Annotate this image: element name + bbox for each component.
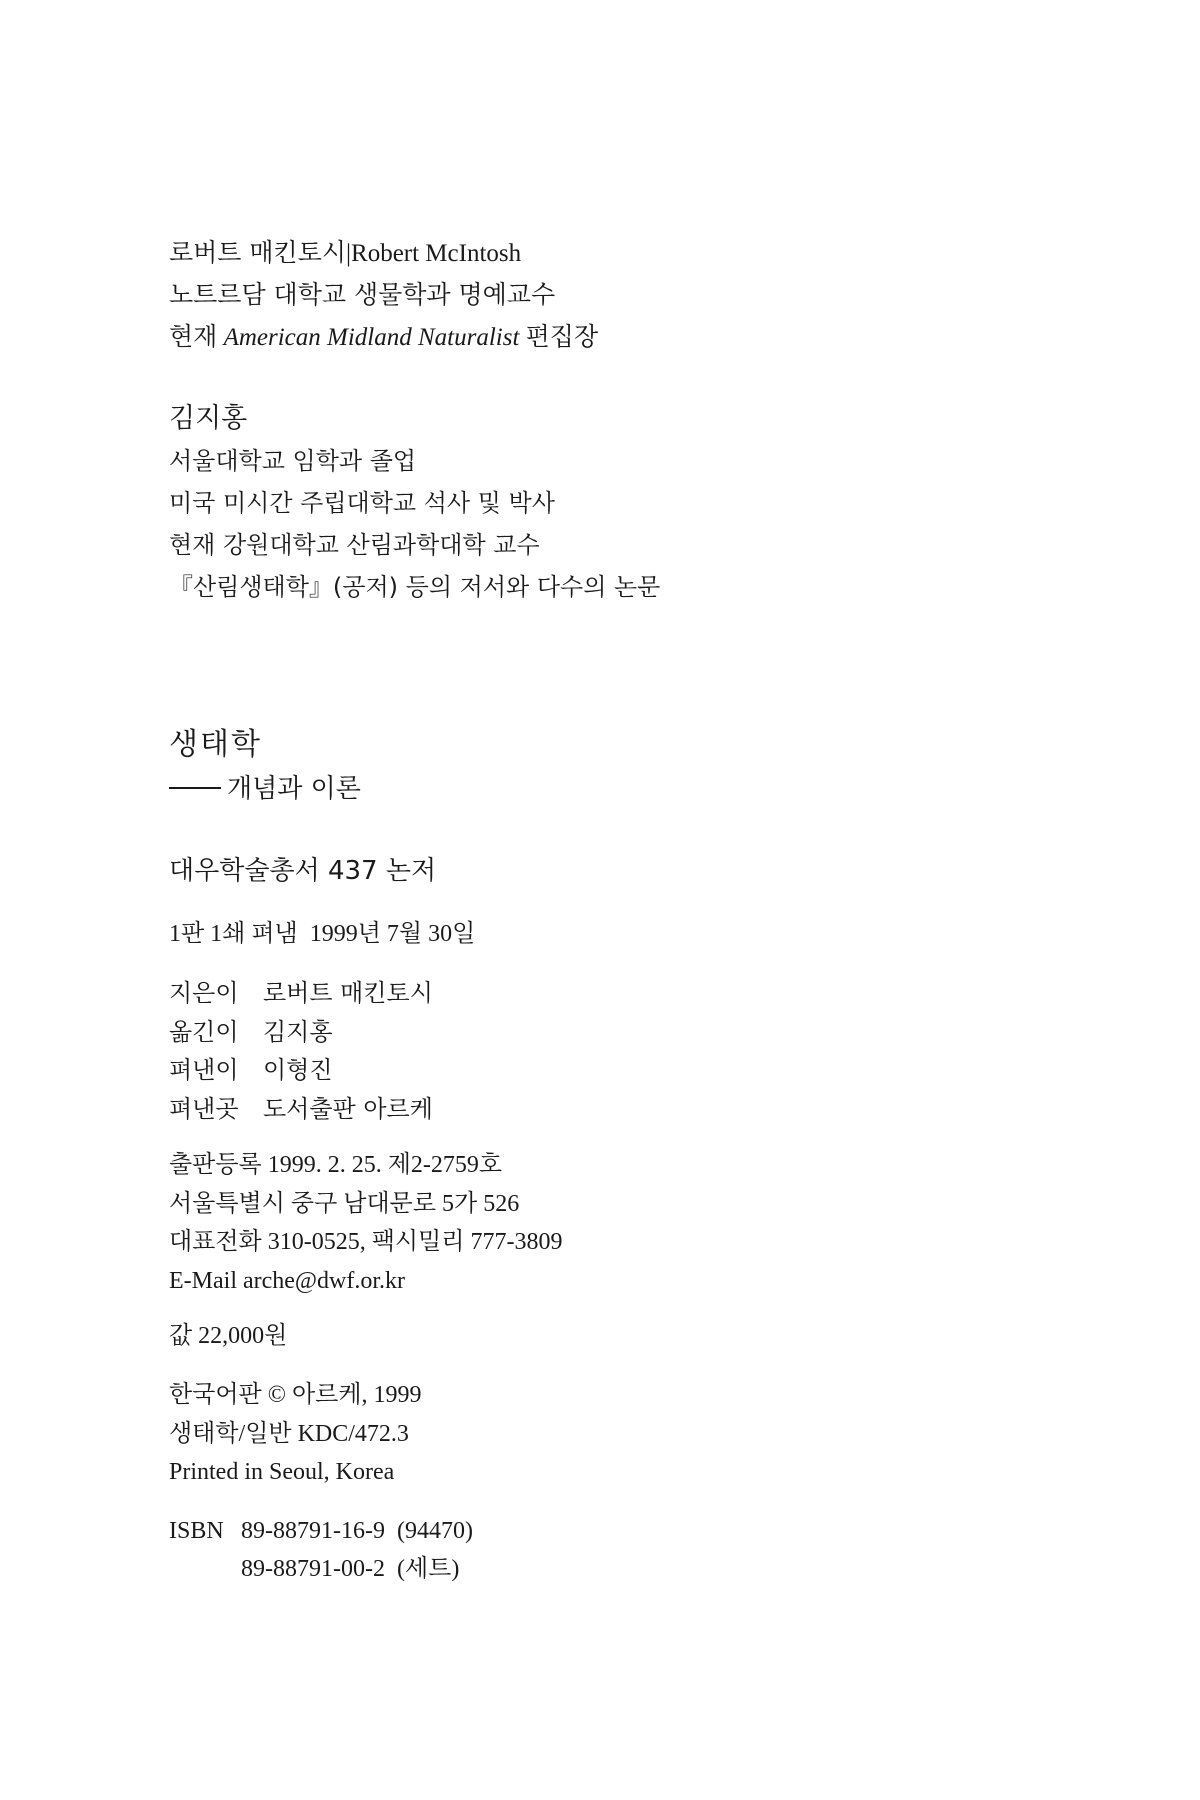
credit-value: 도서출판 아르케 <box>263 1094 433 1123</box>
author-current-position <box>169 316 598 358</box>
credit-row <box>169 1013 433 1052</box>
journal-name: American Midland Naturalist <box>223 324 520 351</box>
credit-label: 펴낸곳 <box>169 1094 239 1123</box>
credit-row <box>169 1051 433 1090</box>
author-name-korean: 로버트 매킨토시 <box>169 238 346 267</box>
translator-info <box>169 398 660 608</box>
book-title-block <box>169 722 361 810</box>
author-affiliation: 노트르담 대학교 생물학과 명예교수 <box>169 280 556 309</box>
credit-label: 지은이 <box>169 979 239 1007</box>
isbn-label: ISBN <box>169 1518 224 1544</box>
publisher-info <box>169 1146 562 1300</box>
registration-line: 출판등록 1999. 2. 25. 제2-2759호 <box>169 1152 503 1178</box>
isbn-set-line <box>169 1550 473 1588</box>
address-line: 서울특별시 중구 남대문로 5가 526 <box>169 1190 520 1217</box>
price-block <box>169 1316 287 1356</box>
phone-fax-line: 대표전화 310-0525, 팩시밀리 777-3809 <box>169 1229 563 1255</box>
credit-label: 옮긴이 <box>169 1017 239 1046</box>
credits-list <box>169 974 433 1128</box>
credit-value: 이형진 <box>263 1056 333 1084</box>
em-dash <box>169 787 221 789</box>
book-subtitle: 개념과 이론 <box>227 774 361 804</box>
printed-in-line: Printed in Seoul, Korea <box>169 1459 395 1485</box>
credit-label: 펴낸이 <box>169 1056 239 1084</box>
copyright-notice: 한국어판 © 아르케, 1999 <box>169 1382 422 1408</box>
translator-bio-line: 미국 미시간 주립대학교 석사 및 박사 <box>169 489 555 517</box>
edition-date: 1판 1쇄 펴냄 1999년 7월 30일 <box>169 921 476 947</box>
price: 값 22,000원 <box>169 1323 288 1349</box>
credit-row <box>169 1090 433 1129</box>
book-subtitle-line <box>169 768 361 810</box>
copyright-info <box>169 1376 422 1492</box>
credit-value: 로버트 매킨토시 <box>263 979 433 1007</box>
isbn-primary: 89-88791-16-9 (94470) <box>241 1518 473 1544</box>
isbn-primary-line <box>169 1512 473 1550</box>
translator-name: 김지홍 <box>169 403 248 434</box>
email-line: E-Mail arche@dwf.or.kr <box>169 1267 406 1294</box>
translator-bio-line: 현재 강원대학교 산림과학대학 교수 <box>169 531 540 559</box>
credit-value: 김지홍 <box>263 1017 333 1046</box>
series-block <box>169 850 436 892</box>
series-name: 대우학술총서 437 논저 <box>169 856 437 886</box>
book-title: 생태학 <box>169 727 262 762</box>
author-name-english: Robert McIntosh <box>351 240 522 267</box>
credit-row <box>169 974 433 1013</box>
isbn-info <box>169 1512 473 1588</box>
classification-line: 생태학/일반 KDC/472.3 <box>169 1420 409 1447</box>
author-info <box>169 232 598 358</box>
current-prefix: 현재 <box>169 322 218 351</box>
edition-block <box>169 914 475 954</box>
author-name-line <box>169 232 598 274</box>
translator-bio-line: 서울대학교 임학과 졸업 <box>169 447 417 475</box>
isbn-set: 89-88791-00-2 (세트) <box>241 1556 460 1582</box>
current-role: 편집장 <box>525 322 599 351</box>
translator-bio-line: 『산림생태학』(공저) 등의 저서와 다수의 논문 <box>169 573 661 601</box>
name-separator: | <box>346 240 352 267</box>
